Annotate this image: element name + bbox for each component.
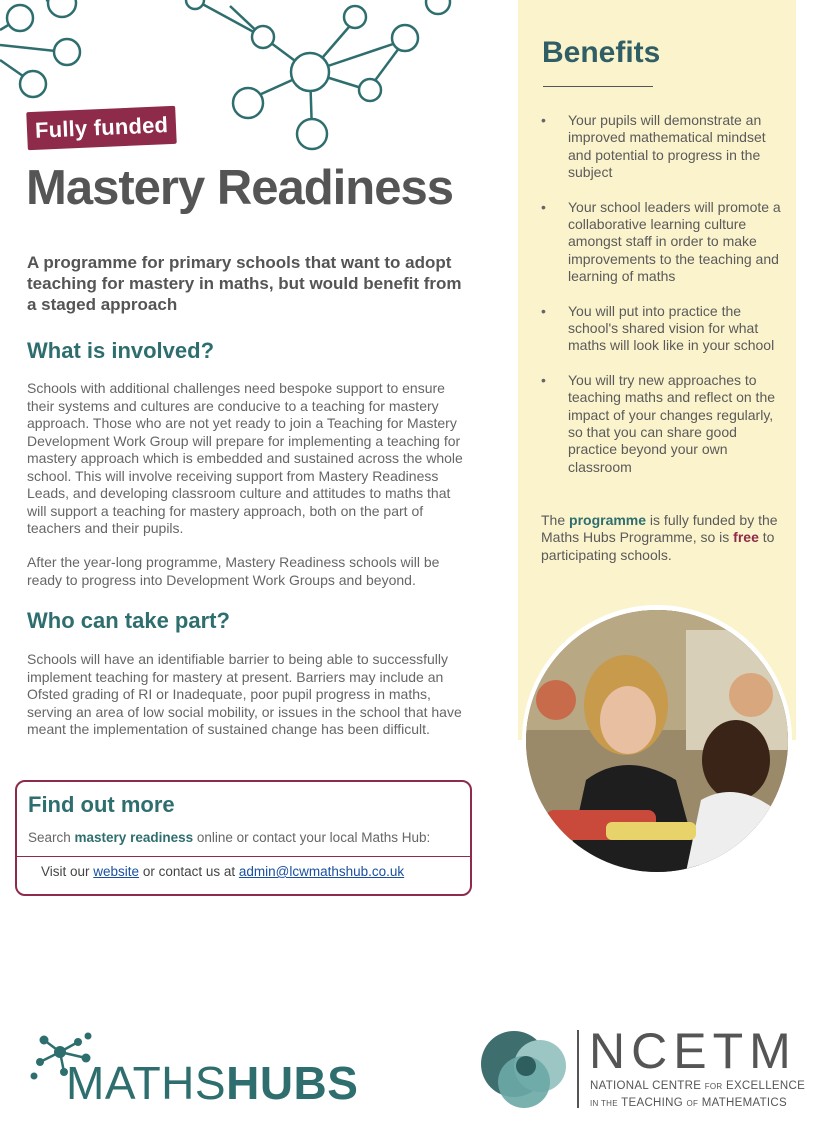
benefits-heading: Benefits xyxy=(542,36,661,69)
find-out-more-box xyxy=(15,780,472,896)
find-box-divider xyxy=(17,856,470,857)
who-can-take-part-heading: Who can take part? xyxy=(27,608,230,633)
ncetm-tagline-2: IN THE TEACHING OF MATHEMATICS xyxy=(590,1097,788,1109)
benefit-item: • You will try new approaches to teaching maths and reflect on the impact of your changes regularly, so that you can share good practice beyond your own classroom xyxy=(541,372,781,476)
benefit-item: • Your school leaders will promote a collaborative learning culture amongst staff in order to make improvements to the teaching and learning of maths xyxy=(541,199,781,285)
website-link[interactable]: website xyxy=(93,864,140,879)
page-title: Mastery Readiness xyxy=(26,161,453,215)
programme-progress-paragraph: After the year-long programme, Mastery Readiness schools will be ready to progress into Development Work Groups and beyond. xyxy=(27,554,440,588)
search-keyword: mastery readiness xyxy=(74,830,194,845)
fully-funded-badge: Fully funded xyxy=(26,106,177,150)
classroom-photo xyxy=(526,610,788,872)
what-is-involved-heading: What is involved? xyxy=(27,338,215,363)
who-can-take-part-paragraph: Schools will have an identifiable barrier to being able to successfully implement teaching for mastery at present. Barriers may include an Ofsted grading of RI or Inadequate, poor pupil progress in maths, serving an area of low social mobility, or issues in the school that have meant the implementation of sustained change has been difficult. xyxy=(27,651,462,737)
programme-funding-text: The programme is fully funded by the Maths Hubs Programme, so is free to participating schools. xyxy=(541,512,778,563)
email-link[interactable]: admin@lcwmathshub.co.uk xyxy=(238,864,405,879)
contact-line: Visit our website or contact us at admin@lcwmathshub.co.uk xyxy=(41,864,405,879)
search-instructions: Search mastery readiness online or contact your local Maths Hub: xyxy=(28,830,431,845)
ncetm-tagline-1: NATIONAL CENTRE FOR EXCELLENCE xyxy=(590,1080,806,1092)
ncetm-divider xyxy=(577,1030,579,1108)
maths-hubs-logo-text: MATHSHUBS xyxy=(66,1057,359,1109)
benefits-list xyxy=(541,112,781,493)
intro-text: A programme for primary schools that want to adopt teaching for mastery in maths, but would benefit from a staged approach xyxy=(27,253,462,314)
benefit-item: • You will put into practice the school's shared vision for what maths will look like in your school xyxy=(541,303,781,355)
find-out-more-heading: Find out more xyxy=(28,792,175,817)
ncetm-logo-text: NCETM xyxy=(589,1023,797,1079)
what-is-involved-paragraph: Schools with additional challenges need bespoke support to ensure their systems and cultures are conducive to a teaching for mastery approach. Those who are not yet ready to join a Teaching for Mastery Development Work Group will prepare for implementing a teaching for mastery approach which is embedded and sustained across the whole school. This will involve receiving support from Mastery Readiness Leads, and developing classroom culture and attitudes to maths that will support a teaching for mastery approach, both on the part of teachers and their pupils. xyxy=(27,380,463,536)
ncetm-logo-icon xyxy=(480,1028,572,1112)
benefit-item: • Your pupils will demonstrate an improved mathematical mindset and potential to progress in the subject xyxy=(541,112,781,181)
benefits-rule xyxy=(543,86,653,87)
